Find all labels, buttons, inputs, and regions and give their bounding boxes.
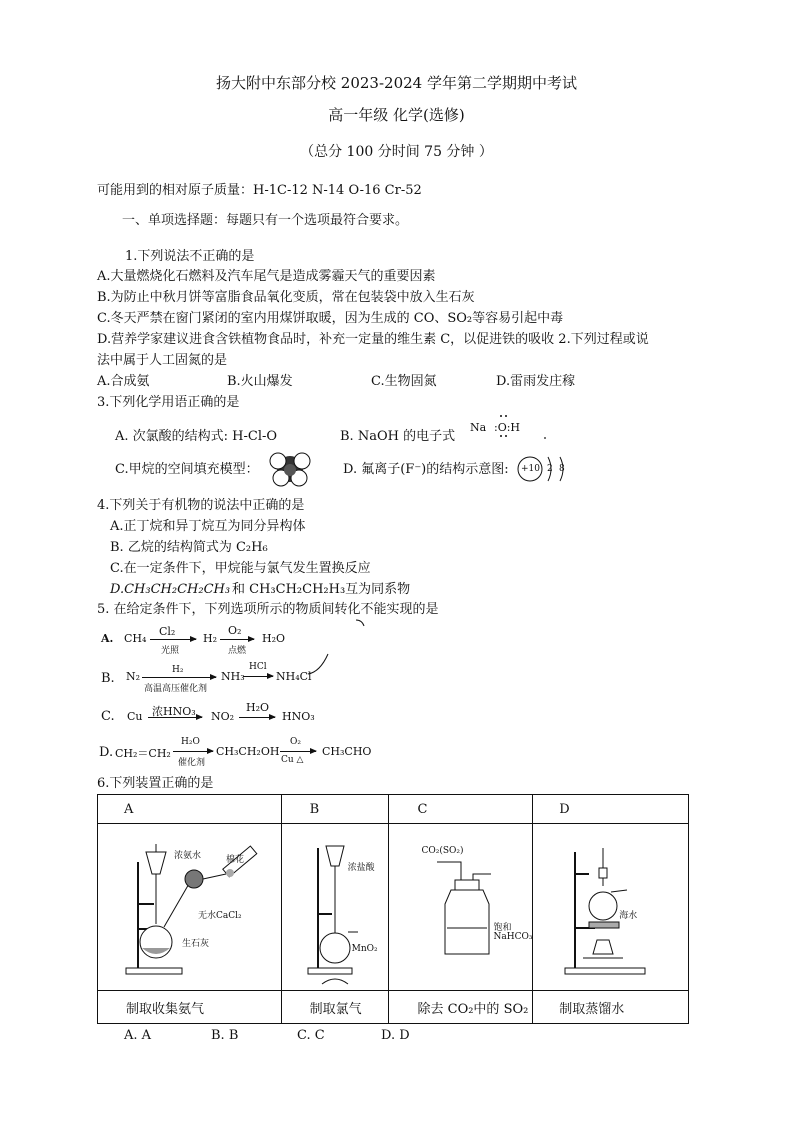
pen-mark-check	[306, 650, 336, 680]
methane-model-icon	[266, 448, 314, 488]
q6-option-c: C. C	[297, 1028, 325, 1043]
q6-caption-c: 除去 CO₂中的 SO₂	[389, 991, 533, 1024]
q5-stem: 5. 在给定条件下，下列选项所示的物质间转化不能实现的是	[97, 602, 439, 617]
q2-option-d: D.雷雨发庄稼	[496, 374, 576, 389]
q5a-arrow1	[150, 639, 196, 640]
label-quicklime: 生石灰	[182, 939, 210, 949]
apparatus-a	[98, 824, 282, 991]
apparatus-d	[533, 824, 689, 991]
label-saturated: 饱和	[493, 923, 512, 933]
q1-option-c: C.冬天严禁在窗门紧闭的室内用煤饼取暖，因为生成的 CO、SO₂等容易引起中毒	[97, 311, 564, 326]
q6-caption-a: 制取收集氨气	[98, 991, 282, 1024]
q5d-label: D.	[99, 745, 114, 760]
atomic-masses: 可能用到的相对原子质量：H-1C-12 N-14 O-16 Cr-52	[97, 183, 422, 198]
label-seawater: 海水	[619, 911, 638, 921]
apparatus-b-drawing	[282, 824, 388, 988]
q5d-s3: CH₃CHO	[322, 745, 372, 758]
q5a-s1: CH₄	[124, 632, 147, 645]
apparatus-b	[281, 824, 389, 991]
label-ammonia: 浓氨水	[174, 851, 202, 861]
q6-option-d: D. D	[381, 1028, 410, 1043]
q5a-c2-bot: 点燃	[228, 646, 247, 656]
q5c-arrow2	[239, 717, 275, 718]
q6-option-a: A. A	[124, 1028, 152, 1043]
q4-option-b: B. 乙烷的结构简式为 C₂H₆	[110, 540, 268, 555]
pen-mark	[355, 618, 367, 628]
q1-option-a: A.大量燃烧化石燃料及汽车尾气是造成雾霾天气的重要因素	[97, 269, 436, 284]
q6-header-d: D	[533, 795, 689, 824]
q6-header-a: A	[98, 795, 282, 824]
q3-option-d: D. 氟离子(F⁻)的结构示意图:	[343, 462, 509, 477]
q5a-label: A.	[101, 632, 114, 645]
label-co2: CO₂(SO₂)	[421, 846, 464, 856]
q5b-c1-bot: 高温高压催化剂	[144, 684, 208, 694]
q1-option-d: D.营养学家建议进食含铁植物食品时，补充一定量的维生素 C，以促进铁的吸收 2.下列过程或说	[97, 332, 649, 347]
label-hcl: 浓盐酸	[347, 863, 375, 873]
q5d-c1-top: H₂O	[181, 737, 200, 747]
q2-stem: 法中属于人工固氮的是	[97, 353, 228, 368]
q5b-s1: N₂	[126, 670, 141, 683]
section-heading: 一、单项选择题：每题只有一个选项最符合要求。	[122, 213, 409, 228]
q1-stem: 1.下列说法不正确的是	[125, 249, 255, 264]
naoh-na: Na	[470, 421, 487, 434]
apparatus-d-drawing	[533, 824, 687, 988]
q4-option-d-formula: D.CH₃CH₂CH₂CH₃	[110, 582, 231, 597]
q5b-label: B.	[101, 671, 115, 686]
exam-subtitle: 高一年级 化学(选修)	[328, 106, 465, 124]
q6-caption-b: 制取氯气	[281, 991, 389, 1024]
q3-stem: 3.下列化学用语正确的是	[97, 395, 240, 410]
q5a-c1-top: Cl₂	[159, 625, 176, 638]
q5d-arrow2	[280, 751, 316, 752]
q5b-c1-top: H₂	[172, 665, 184, 675]
q2-option-a: A.合成氨	[97, 374, 150, 389]
q4-option-c: C.在一定条件下，甲烷能与氯气发生置换反应	[110, 561, 371, 576]
q6-option-b: B. B	[211, 1028, 239, 1043]
q5b-s2: NH₃	[221, 670, 245, 683]
q5b-c2-top: HCl	[249, 662, 267, 672]
label-cotton: 棉花	[226, 855, 245, 865]
q5c-s2: NO₂	[211, 710, 235, 723]
q5c-c1-top: 浓HNO₃	[152, 705, 196, 718]
fluoride-shell2: 8	[559, 464, 565, 474]
q1-option-b: B.为防止中秋月饼等富脂食品氧化变质，常在包装袋中放入生石灰	[97, 290, 475, 305]
q5a-s2: H₂	[203, 632, 218, 645]
q5d-c2-top: O₂	[290, 737, 301, 747]
q6-caption-d: 制取蒸馏水	[533, 991, 689, 1024]
label-cacl2: 无水CaCl₂	[198, 911, 242, 921]
electron-dots	[494, 412, 554, 442]
q5a-c1-bot: 光照	[161, 646, 180, 656]
q5d-arrow1	[173, 751, 213, 752]
q3-option-c: C.甲烷的空间填充模型：	[115, 462, 259, 477]
q4-option-a: A.正丁烷和异丁烷互为同分异构体	[110, 519, 306, 534]
q3-option-a: A. 次氯酸的结构式: H-Cl-O	[115, 429, 278, 444]
q5b-arrow1	[142, 677, 216, 678]
q5d-s1: CH₂＝CH₂	[115, 747, 171, 760]
q6-header-b: B	[281, 795, 389, 824]
q5c-s1: Cu	[127, 710, 143, 723]
q5d-s2: CH₃CH₂OH	[216, 745, 280, 758]
q5b-arrow2	[243, 676, 273, 677]
q5a-c2-top: O₂	[228, 624, 242, 637]
q5d-c1-bot: 催化剂	[178, 758, 206, 768]
q2-option-b: B.火山爆发	[227, 374, 293, 389]
q3-option-b: B. NaOH 的电子式	[340, 429, 456, 444]
q5c-c2-top: H₂O	[246, 701, 270, 714]
q6-stem: 6.下列装置正确的是	[97, 776, 214, 791]
q4-option-d-rest: 和 CH₃CH₂CH₂H₃互为同系物	[232, 582, 411, 597]
q5d-c2-bot: Cu △	[281, 755, 304, 765]
apparatus-c	[389, 824, 533, 991]
exam-title: 扬大附中东部分校 2023-2024 学年第二学期期中考试	[216, 74, 577, 92]
q2-option-c: C.生物固氮	[371, 374, 437, 389]
q5a-arrow2	[220, 639, 254, 640]
fluoride-shell1: 2	[547, 464, 553, 474]
q5c-arrow1	[148, 717, 202, 718]
exam-duration: （总分 100 分时间 75 分钟 ）	[300, 144, 493, 160]
q4-stem: 4.下列关于有机物的说法中正确的是	[97, 498, 305, 513]
q5b-s3: NH₄Cl	[276, 670, 312, 683]
fluoride-nucleus: +10	[521, 464, 540, 474]
naoh-oh: :O:H	[494, 421, 521, 434]
label-nahco3: NaHCO₃	[493, 932, 533, 942]
q6-header-c: C	[389, 795, 533, 824]
q5a-s3: H₂O	[262, 632, 286, 645]
label-mno2: MnO₂	[351, 944, 378, 954]
q5c-label: C.	[101, 709, 115, 724]
q5c-s3: HNO₃	[282, 710, 315, 723]
q6-table	[97, 794, 689, 1024]
